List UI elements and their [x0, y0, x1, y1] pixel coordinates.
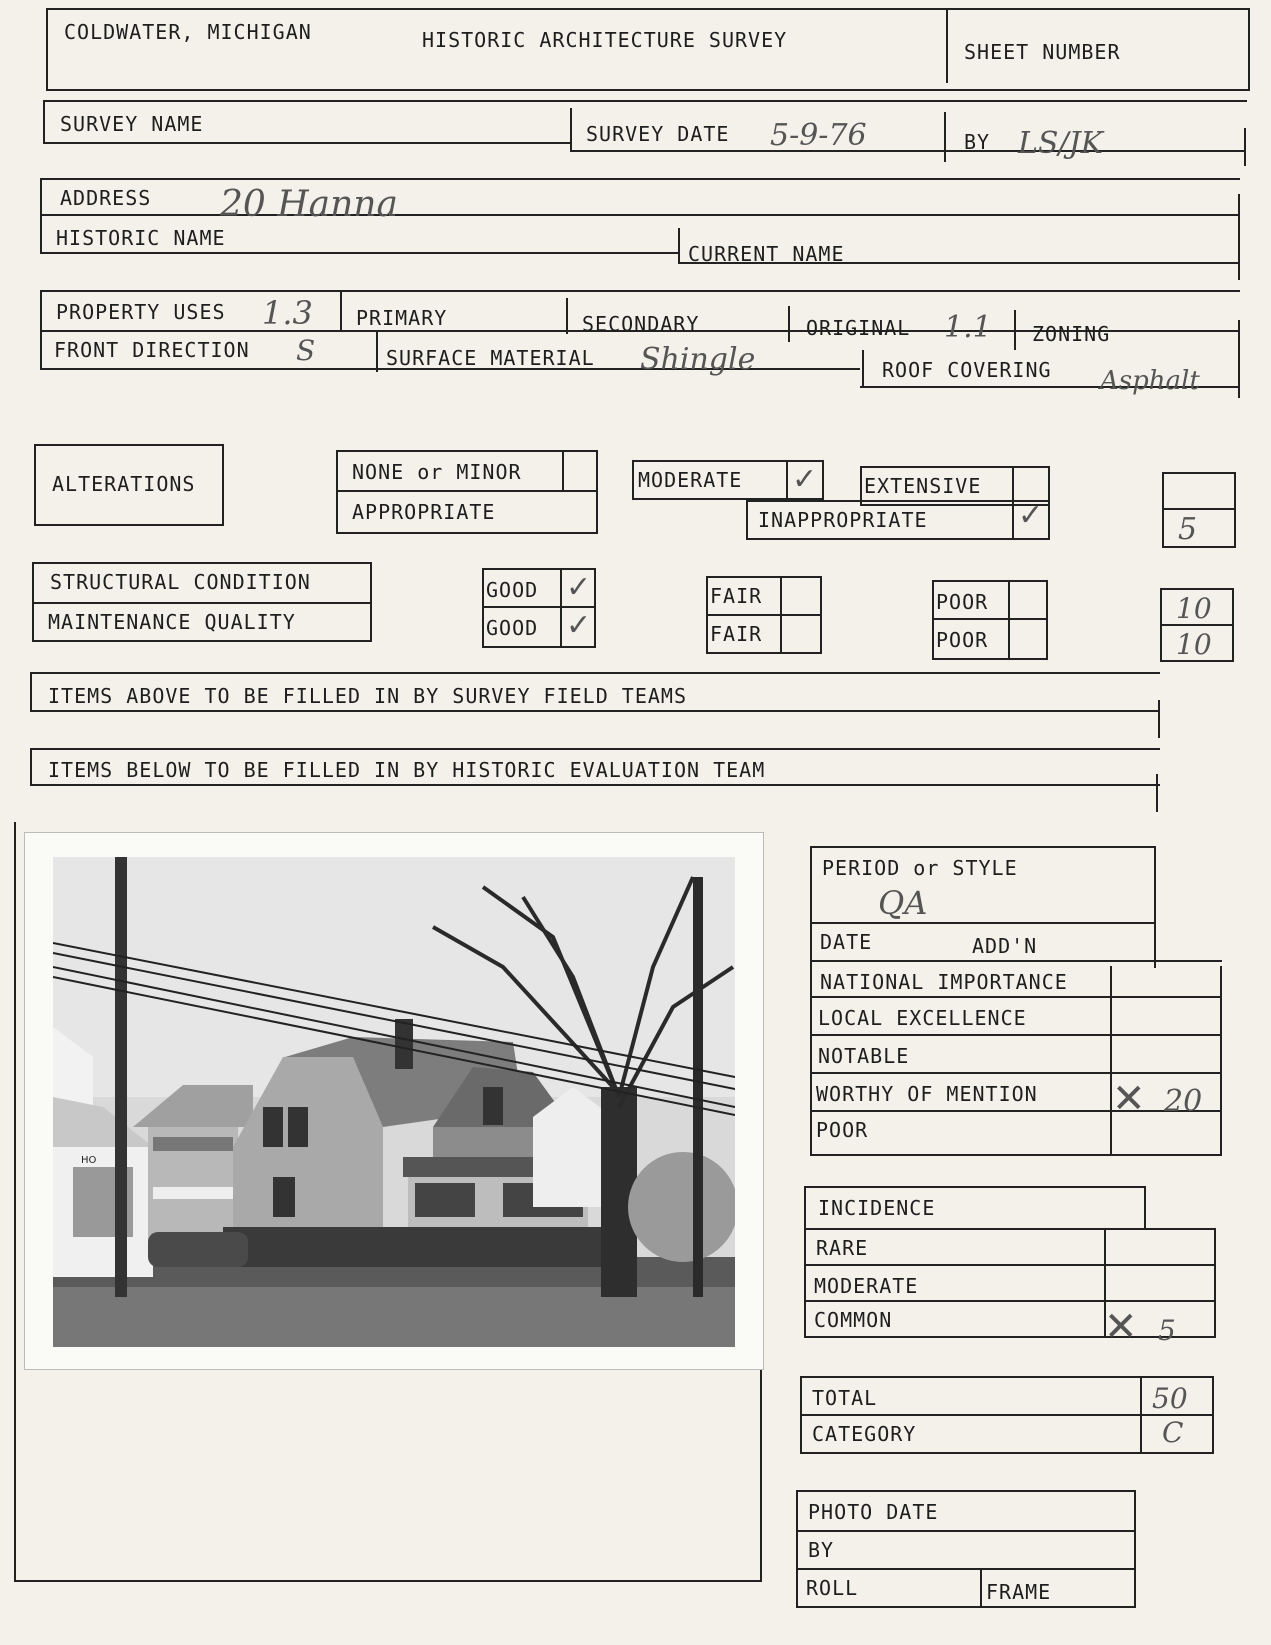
category-label: CATEGORY — [812, 1422, 917, 1446]
building-photo — [24, 832, 764, 1370]
appropriate-label: APPROPRIATE — [352, 500, 496, 524]
incidence-right-upper — [1144, 1186, 1146, 1230]
surface-material-value: Shingle — [640, 342, 756, 377]
photo-info-row2 — [796, 1568, 1136, 1570]
address-label: ADDRESS — [60, 186, 152, 210]
note-above-text: ITEMS ABOVE TO BE FILLED IN BY SURVEY FIELD TEAMS — [48, 684, 688, 708]
property-div-original — [788, 306, 790, 342]
survey-date-value: 5-9-76 — [770, 118, 867, 153]
common-x-icon: ✕ — [1104, 1304, 1138, 1350]
front-direction-label: FRONT DIRECTION — [54, 338, 250, 362]
eval-row-notable — [810, 1034, 1222, 1036]
condition-mid — [32, 602, 372, 604]
extensive-label: EXTENSIVE — [864, 474, 982, 498]
worthy-score: 20 — [1164, 1084, 1203, 1119]
good-cell — [560, 568, 562, 648]
front-direction-value: S — [296, 334, 316, 367]
photo-frame-left — [14, 822, 16, 1582]
note-above-bottom — [30, 710, 1160, 712]
incidence-top — [804, 1186, 1146, 1188]
totals-div — [1140, 1376, 1142, 1454]
moderate-cell — [786, 460, 788, 500]
inappropriate-cell — [1012, 500, 1014, 540]
incidence-row-rare — [804, 1228, 1216, 1230]
structural-condition-label: STRUCTURAL CONDITION — [50, 570, 311, 594]
good-check-icon-2: ✓ — [566, 608, 592, 643]
header-divider — [946, 8, 948, 83]
property-right — [1238, 320, 1240, 398]
incidence-row-moderate — [804, 1264, 1216, 1266]
note-above-left — [30, 672, 32, 712]
header-title: HISTORIC ARCHITECTURE SURVEY — [422, 28, 788, 52]
survey-row-left — [43, 100, 45, 144]
photo-date-label: PHOTO DATE — [808, 1500, 939, 1524]
survey-row-bottom — [43, 142, 570, 144]
good-label-2: GOOD — [486, 616, 539, 640]
poor-label-1: POOR — [936, 590, 989, 614]
note-below-left — [30, 748, 32, 786]
rare-label: RARE — [816, 1236, 869, 1260]
good-label-1: GOOD — [486, 578, 539, 602]
photo-by-label: BY — [808, 1538, 835, 1562]
eval-right — [1220, 966, 1222, 1156]
inappropriate-check-icon: ✓ — [1018, 498, 1044, 533]
moderate-label: MODERATE — [638, 468, 743, 492]
good-check-icon-1: ✓ — [566, 570, 592, 605]
structural-score: 10 — [1176, 592, 1212, 625]
eval-score-div — [1110, 966, 1112, 1156]
alterations-label: ALTERATIONS — [52, 472, 196, 496]
original-value: 1.1 — [944, 310, 992, 345]
original-label: ORIGINAL — [806, 316, 911, 340]
moderate-check-icon: ✓ — [792, 462, 818, 497]
property-div-surface — [376, 332, 378, 372]
note-below-text: ITEMS BELOW TO BE FILLED IN BY HISTORIC EVALUATION TEAM — [48, 758, 766, 782]
photo-info-row1 — [796, 1530, 1136, 1532]
eval-row-poor — [810, 1110, 1222, 1112]
primary-label: PRIMARY — [356, 306, 448, 330]
property-left — [40, 290, 42, 370]
local-excellence-label: LOCAL EXCELLENCE — [818, 1006, 1027, 1030]
maintenance-score: 10 — [1176, 628, 1212, 661]
note-above-right — [1158, 700, 1160, 738]
property-div-zoning — [1014, 310, 1016, 350]
photo-frame-bottom — [14, 1580, 762, 1582]
worthy-x-icon: ✕ — [1112, 1076, 1146, 1122]
survey-name-label: SURVEY NAME — [60, 112, 204, 136]
eval-addn-label: ADD'N — [972, 934, 1038, 958]
poor-mid — [932, 618, 1048, 620]
eval-row-worthy — [810, 1072, 1222, 1074]
address-top — [40, 178, 1240, 180]
roof-covering-label: ROOF COVERING — [882, 358, 1052, 382]
property-div-secondary — [566, 298, 568, 334]
survey-row-top — [43, 100, 1247, 102]
note-above-top — [30, 672, 1160, 674]
address-left — [40, 178, 42, 254]
secondary-label: SECONDARY — [582, 312, 700, 336]
total-label: TOTAL — [812, 1386, 878, 1410]
alterations-left-mid — [336, 490, 598, 492]
fair-cell — [780, 576, 782, 654]
survey-row-right — [1244, 128, 1246, 166]
roll-label: ROLL — [806, 1576, 859, 1600]
property-div-primary — [340, 292, 342, 332]
eval-row-national — [810, 960, 1222, 962]
period-style-value: QA — [878, 884, 928, 922]
address-value: 20 Hanna — [220, 184, 398, 225]
property-uses-value: 1.3 — [262, 294, 313, 332]
survey-by-value: LS/JK — [1018, 126, 1104, 161]
total-value: 50 — [1152, 1382, 1188, 1415]
incidence-left — [804, 1186, 806, 1338]
category-value: C — [1162, 1416, 1184, 1449]
eval-right-upper — [1154, 846, 1156, 968]
note-below-right — [1156, 774, 1158, 812]
address-bottom — [40, 252, 680, 254]
sheet-number-label: SHEET NUMBER — [964, 40, 1121, 64]
photo-info-div — [980, 1568, 982, 1608]
address-div — [678, 228, 680, 264]
fair-label-2: FAIR — [710, 622, 763, 646]
survey-row-bottom-2 — [570, 150, 1246, 152]
surface-material-label: SURFACE MATERIAL — [386, 346, 595, 370]
survey-by-label: BY — [964, 130, 991, 154]
survey-date-label: SURVEY DATE — [586, 122, 730, 146]
eval-bottom — [810, 1154, 1222, 1156]
property-top — [40, 290, 1240, 292]
maintenance-quality-label: MAINTENANCE QUALITY — [48, 610, 296, 634]
incidence-bottom — [804, 1336, 1216, 1338]
photo-sign-text: HO — [81, 1155, 97, 1166]
note-below-top — [30, 748, 1160, 750]
worthy-of-mention-label: WORTHY OF MENTION — [816, 1082, 1038, 1106]
header-city: COLDWATER, MICHIGAN — [64, 20, 312, 44]
historic-name-label: HISTORIC NAME — [56, 226, 226, 250]
survey-row-div1 — [570, 108, 572, 152]
common-label: COMMON — [814, 1308, 893, 1332]
roof-covering-value: Asphalt — [1100, 366, 1200, 396]
incidence-label: INCIDENCE — [818, 1196, 936, 1220]
period-style-label: PERIOD or STYLE — [822, 856, 1018, 880]
common-score: 5 — [1158, 1314, 1176, 1347]
none-minor-label: NONE or MINOR — [352, 460, 522, 484]
survey-row-div2 — [944, 112, 946, 162]
frame-label: FRAME — [986, 1580, 1052, 1604]
incidence-row-common — [804, 1300, 1216, 1302]
building-photo-image — [53, 857, 735, 1347]
eval-top — [810, 846, 1156, 848]
fair-mid — [706, 614, 822, 616]
property-div-roof — [862, 350, 864, 388]
address-right — [1238, 194, 1240, 280]
property-uses-label: PROPERTY USES — [56, 300, 226, 324]
poor-cell — [1008, 580, 1010, 660]
current-name-label: CURRENT NAME — [688, 242, 845, 266]
notable-label: NOTABLE — [818, 1044, 910, 1068]
inappropriate-label: INAPPROPRIATE — [758, 508, 928, 532]
eval-poor-label: POOR — [816, 1118, 869, 1142]
fair-label-1: FAIR — [710, 584, 763, 608]
eval-date-label: DATE — [820, 930, 873, 954]
incidence-right — [1214, 1228, 1216, 1338]
note-below-bottom — [30, 784, 1160, 786]
alterations-left-cell — [562, 452, 564, 492]
alterations-score-box — [1162, 472, 1236, 548]
alterations-score: 5 — [1178, 512, 1198, 547]
eval-row-local — [810, 996, 1222, 998]
zoning-label: ZONING — [1032, 322, 1111, 346]
poor-label-2: POOR — [936, 628, 989, 652]
national-importance-label: NATIONAL IMPORTANCE — [820, 970, 1068, 994]
alterations-score-mid — [1162, 508, 1236, 510]
eval-row-date — [810, 922, 1156, 924]
incidence-moderate-label: MODERATE — [814, 1274, 919, 1298]
